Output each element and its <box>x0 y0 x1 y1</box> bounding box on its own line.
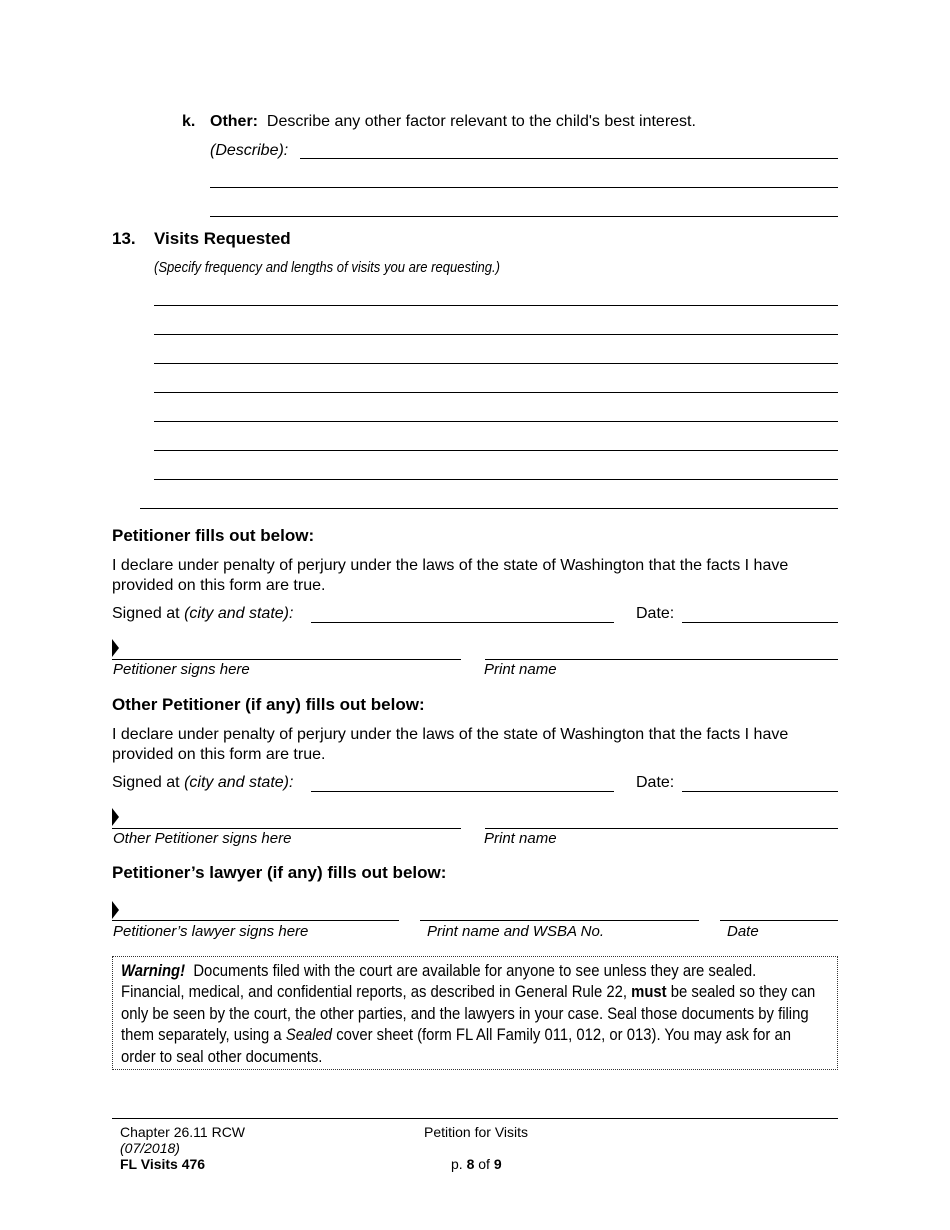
item-k-description: Describe any other factor relevant to the child's best interest. <box>266 113 696 130</box>
visits-line-6[interactable] <box>154 450 838 451</box>
petitioner-print-name-label: Print name <box>484 661 557 678</box>
petitioner-print-name-field[interactable] <box>485 659 838 660</box>
warning-text <box>121 961 823 1068</box>
describe-line-3[interactable] <box>210 216 838 217</box>
sign-arrow-icon <box>112 901 119 919</box>
warning-part-1: Documents filed with the court are available for anyone to see unless they are sealed. Financial, medical, and confidential reports, as described in General Rule 22, <box>121 962 757 1002</box>
other-petitioner-print-name-label: Print name <box>484 830 557 847</box>
warning-label: Warning! <box>121 962 186 980</box>
warning-must: must <box>631 983 667 1002</box>
lawyer-date-field[interactable] <box>720 920 838 921</box>
visits-line-8[interactable] <box>140 508 838 509</box>
other-petitioner-signature-field[interactable] <box>112 828 461 829</box>
section-13-title: Visits Requested <box>154 229 291 248</box>
page-total: 9 <box>493 1156 502 1172</box>
signed-at-label: Signed at <box>112 774 180 791</box>
warning-part-2: be sealed so they can only be seen by the court, the other parties, and the lawyers in your case. Seal those documents by filing them separately, using a <box>121 983 816 1045</box>
item-k-text <box>210 113 696 131</box>
lawyer-date-label: Date <box>727 923 759 940</box>
other-petitioner-heading: Other Petitioner (if any) fills out below: <box>112 695 425 714</box>
visits-line-1[interactable] <box>154 305 838 306</box>
petitioner-declaration: I declare under penalty of perjury under the laws of the state of Washington that the facts I have provided on this form are true. <box>112 557 789 594</box>
other-petitioner-declaration: I declare under penalty of perjury under the laws of the state of Washington that the facts I have provided on this form are true. <box>112 726 789 763</box>
section-13-instruction: (Specify frequency and lengths of visits you are requesting.) <box>154 260 501 276</box>
visits-line-4[interactable] <box>154 392 838 393</box>
petitioner-heading: Petitioner fills out below: <box>112 526 315 545</box>
item-k-letter: k. <box>182 113 196 130</box>
footer-form-number: FL Visits 476 <box>120 1156 206 1172</box>
section-13-number: 13. <box>112 229 136 248</box>
page-of: of <box>478 1156 490 1172</box>
lawyer-print-name-label: Print name and WSBA No. <box>427 923 605 940</box>
lawyer-heading: Petitioner’s lawyer (if any) fills out below: <box>112 863 447 882</box>
sign-arrow-icon <box>112 639 119 657</box>
describe-line-2[interactable] <box>210 187 838 188</box>
petitioner-city-state-field[interactable] <box>311 622 614 623</box>
footer-page-number <box>451 1156 502 1172</box>
petitioner-date-label: Date: <box>636 605 675 622</box>
petitioner-date-field[interactable] <box>682 622 838 623</box>
item-k-label: Other: <box>210 113 258 130</box>
signed-at-label: Signed at <box>112 605 180 622</box>
lawyer-signature-field[interactable] <box>112 920 399 921</box>
footer-rule <box>112 1118 838 1119</box>
footer-date: (07/2018) <box>120 1140 180 1156</box>
footer-title: Petition for Visits <box>424 1124 529 1140</box>
petitioner-signed-at <box>112 605 293 623</box>
city-state-label: (city and state): <box>184 774 294 791</box>
visits-line-2[interactable] <box>154 334 838 335</box>
other-petitioner-date-field[interactable] <box>682 791 838 792</box>
other-petitioner-signed-at <box>112 774 293 792</box>
sign-arrow-icon <box>112 808 119 826</box>
petitioner-signs-here-label: Petitioner signs here <box>113 661 250 678</box>
describe-line-1[interactable] <box>300 158 838 159</box>
footer-chapter: Chapter 26.11 RCW <box>120 1124 246 1140</box>
other-petitioner-date-label: Date: <box>636 774 675 791</box>
other-petitioner-signs-here-label: Other Petitioner signs here <box>113 830 292 847</box>
petitioner-signature-field[interactable] <box>112 659 461 660</box>
page-prefix: p. <box>451 1156 463 1172</box>
page-current: 8 <box>466 1156 475 1172</box>
visits-line-5[interactable] <box>154 421 838 422</box>
visits-line-3[interactable] <box>154 363 838 364</box>
warning-part-3: cover sheet (form FL All Family 011, 012, or 013). You may ask for an order to seal other documents. <box>121 1026 792 1066</box>
city-state-label: (city and state): <box>184 605 294 622</box>
lawyer-signs-here-label: Petitioner’s lawyer signs here <box>113 923 309 940</box>
warning-box <box>112 956 838 1070</box>
visits-line-7[interactable] <box>154 479 838 480</box>
describe-label: (Describe): <box>210 142 289 159</box>
warning-sealed: Sealed <box>285 1026 333 1045</box>
other-petitioner-print-name-field[interactable] <box>485 828 838 829</box>
lawyer-print-name-field[interactable] <box>420 920 699 921</box>
other-petitioner-city-state-field[interactable] <box>311 791 614 792</box>
